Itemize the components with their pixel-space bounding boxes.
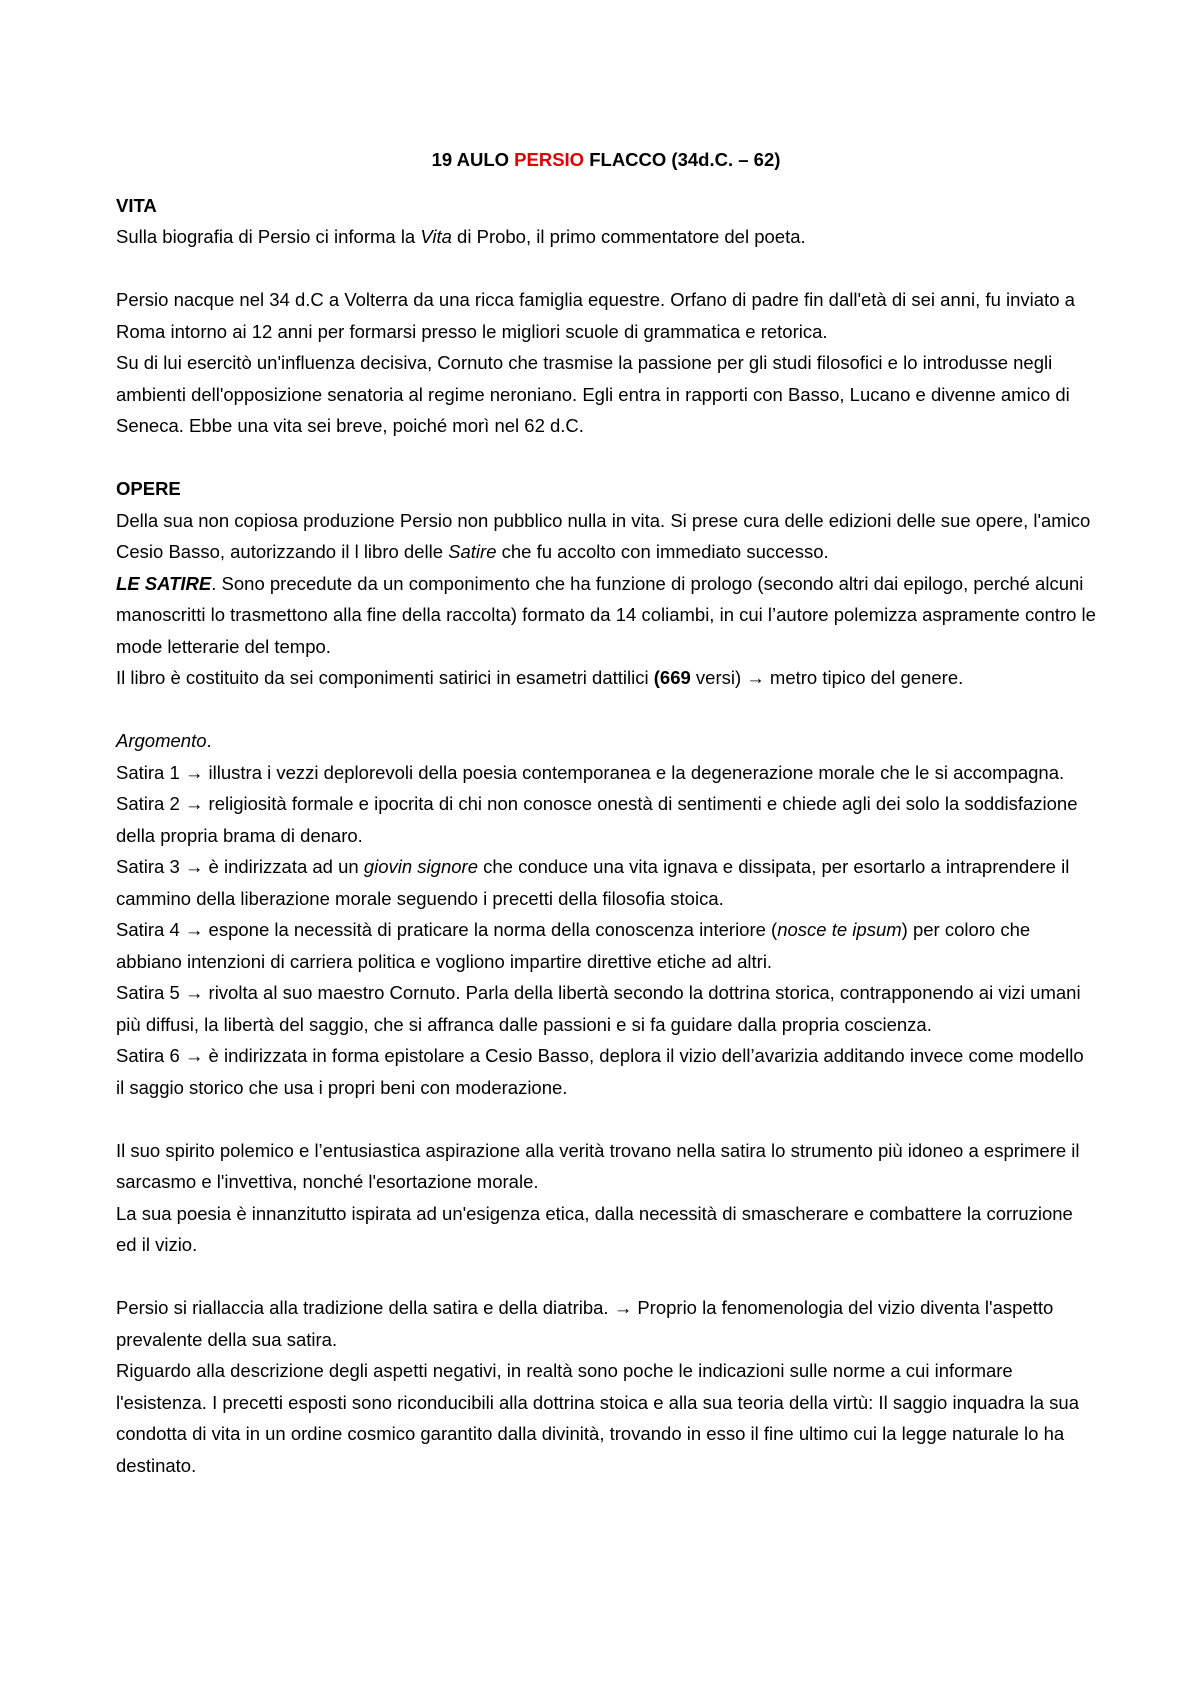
opere-p1-text-a: Della sua non copiosa produzione Persio non pubblico nulla in vita. Si prese cura delle edizioni delle sue opere, l'amico Cesio Basso, autorizzando il l libro delle xyxy=(116,509,1091,562)
satira4-text-a: Satira 4 → espone la necessità di praticare la norma della conoscenza interiore ( xyxy=(116,919,778,940)
vita-p1-text-c: di Probo, il primo commentatore del poeta. xyxy=(451,226,806,247)
conclusione-paragraph-4: Riguardo alla descrizione degli aspetti negativi, in realtà sono poche le indicazioni sulle norme a cui informare l'esistenza. I precetti esposti sono riconducibili alla dottrina stoica e alla sua teoria della virtù: Il saggio inquadra la sua condotta di vita in un ordine cosmico garantito dalla divinità, trovando in esso il fine ultimo cui la legge naturale lo ha destinato. xyxy=(116,1360,1079,1476)
vita-p1-italic: Vita xyxy=(420,226,452,247)
opere-p3-text-a: Il libro è costituito da sei componimenti satirici in esametri dattilici xyxy=(116,667,654,688)
opere-p3-bold: (669 xyxy=(653,667,691,688)
section-heading-opere: OPERE xyxy=(116,478,181,499)
opere-p1-italic: Satire xyxy=(448,541,497,562)
document-title xyxy=(116,144,1096,176)
vita-p1-text-a: Sulla biografia di Persio ci informa la xyxy=(116,226,421,247)
vita-paragraph-1 xyxy=(116,221,1096,253)
conclusione-paragraph-3: Persio si riallaccia alla tradizione della satira e della diatriba. → Proprio la fenomenologia del vizio diventa l'aspetto prevalente della sua satira. xyxy=(116,1297,1054,1350)
satira-5-item: Satira 5 → rivolta al suo maestro Cornuto. Parla della libertà secondo la dottrina storica, contrapponendo ai vizi umani più diffusi, la libertà del saggio, che si affranca dalle passioni e si fa guidare dalla propria coscienza. xyxy=(116,982,1081,1035)
vita-paragraph-3: Su di lui esercitò un'influenza decisiva, Cornuto che trasmise la passione per gli studi filosofici e lo introdusse negli ambienti dell'opposizione senatoria al regime neroniano. Egli entra in rapporti con Basso, Lucano e divenne amico di Seneca. Ebbe una vita sei breve, poiché morì nel 62 d.C. xyxy=(116,352,1070,436)
opere-paragraph-1 xyxy=(116,505,1096,568)
satira3-italic: giovin signore xyxy=(363,856,478,877)
satira3-text-a: Satira 3 → è indirizzata ad un xyxy=(116,856,364,877)
spacer xyxy=(116,1261,1096,1293)
le-satire-label: LE SATIRE xyxy=(116,572,212,594)
opere-paragraph-3 xyxy=(116,662,1096,694)
argomento-heading-dot: . xyxy=(206,730,212,751)
spacer xyxy=(116,694,1096,726)
spacer xyxy=(116,442,1096,474)
opere-paragraph-2 xyxy=(116,568,1096,663)
document-page xyxy=(116,144,1096,1481)
satira3-text-c: che conduce una vita ignava e dissipata, per esortarlo a intraprendere il cammino della liberazione morale seguendo i precetti della filosofia stoica. xyxy=(116,856,1070,909)
satira4-italic: nosce te ipsum xyxy=(777,919,902,940)
argomento-heading xyxy=(116,725,1096,757)
satira-2-item: Satira 2 → religiosità formale e ipocrita di chi non conosce onestà di sentimenti e chiede agli dei solo la soddisfazione della propria brama di denaro. xyxy=(116,793,1078,846)
spacer xyxy=(116,1103,1096,1135)
opere-p2-text: . Sono precedute da un componimento che ha funzione di prologo (secondo altri dai epilogo, perché alcuni manoscritti lo trasmettono alla fine della raccolta) formato da 14 coliambi, in cui l’autore polemizza aspramente contro le mode letterarie del tempo. xyxy=(116,572,1096,657)
title-accent-name: PERSIO xyxy=(514,149,585,170)
satira-4-item xyxy=(116,914,1096,977)
title-suffix: FLACCO (34d.C. – 62) xyxy=(584,149,781,170)
satira-6-item: Satira 6 → è indirizzata in forma epistolare a Cesio Basso, deplora il vizio dell’avarizia additando invece come modello il saggio storico che usa i propri beni con moderazione. xyxy=(116,1045,1084,1098)
title-prefix: 19 AULO xyxy=(431,149,515,170)
conclusione-paragraph-2: La sua poesia è innanzitutto ispirata ad un'esigenza etica, dalla necessità di smascherare e combattere la corruzione ed il vizio. xyxy=(116,1202,1073,1255)
vita-paragraph-2: Persio nacque nel 34 d.C a Volterra da una ricca famiglia equestre. Orfano di padre fin dall'età di sei anni, fu inviato a Roma intorno ai 12 anni per formarsi presso le migliori scuole di grammatica e retorica. xyxy=(116,289,1075,342)
argomento-heading-text: Argomento xyxy=(116,730,207,751)
conclusione-paragraph-1: Il suo spirito polemico e l’entusiastica aspirazione alla verità trovano nella satira lo strumento più idoneo a esprimere il sarcasmo e l'invettiva, nonché l'esortazione morale. xyxy=(116,1139,1080,1192)
satira-3-item xyxy=(116,851,1096,914)
satira-1-item: Satira 1 → illustra i vezzi deplorevoli della poesia contemporanea e la degenerazione morale che le si accompagna. xyxy=(116,761,1065,783)
opere-p3-text-c: versi) → metro tipico del genere. xyxy=(690,667,964,688)
opere-p1-text-c: che fu accolto con immediato successo. xyxy=(496,541,829,562)
section-heading-vita: VITA xyxy=(116,194,157,216)
spacer xyxy=(116,253,1096,285)
satira4-text-c: ) per coloro che abbiano intenzioni di carriera politica e vogliono impartire direttive etiche ad altri. xyxy=(116,919,1031,972)
